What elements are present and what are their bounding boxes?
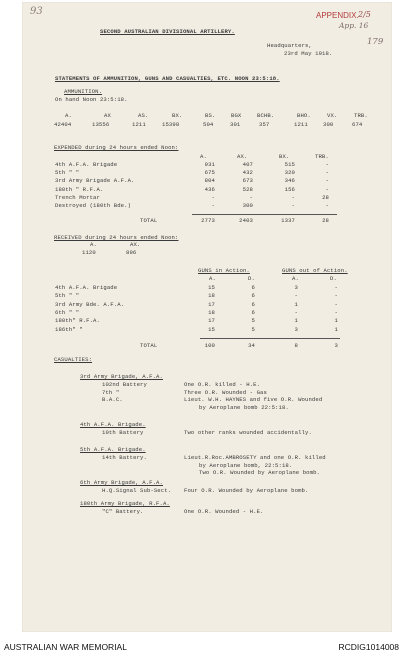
received-col-header: A. xyxy=(90,241,97,248)
guns-cell: 1 xyxy=(294,317,298,325)
expended-col-header: BX. xyxy=(279,153,290,160)
expended-total-value: 2773 xyxy=(201,217,215,224)
ammunition-heading: AMMUNITION. xyxy=(64,88,103,95)
expended-cell: 931 xyxy=(204,161,215,168)
expended-cell: - xyxy=(211,193,215,201)
expended-col-header: A. xyxy=(200,153,207,160)
guns-cell: 18 xyxy=(208,308,215,316)
ammo-value: 13556 xyxy=(92,121,110,128)
expended-cell: 300 xyxy=(242,202,253,209)
expended-cell: - xyxy=(325,169,329,177)
casualties-heading: CASUALTIES: xyxy=(54,356,93,363)
casualty-unit-heading: 6th Army Brigade, A.F.A. xyxy=(80,479,163,486)
guns-cell: 1 xyxy=(334,317,338,325)
expended-row-label: 4th A.F.A. Brigade xyxy=(55,161,118,168)
casualty-detail: Three O.R. Wounded - Gas xyxy=(184,388,267,396)
guns-row-label: 5th " " xyxy=(55,292,80,300)
guns-cell: 3 xyxy=(294,325,298,333)
document-date: 23rd May 1918. xyxy=(284,50,333,57)
ammo-col-header: AX xyxy=(104,112,111,119)
ammo-value: 301 xyxy=(230,121,241,128)
guns-col-header: D. xyxy=(330,275,337,282)
appendix-number: 2/5 xyxy=(358,10,371,19)
guns-cell: 1 xyxy=(334,325,338,333)
ammo-value: 1211 xyxy=(132,121,146,128)
expended-row-label: Trench Mortar xyxy=(55,193,100,201)
casualty-unit-heading: 180th Army Brigade, R.F.A. xyxy=(80,500,170,507)
ammo-col-header: VX. xyxy=(327,112,338,119)
footer-credit: AUSTRALIAN WAR MEMORIAL xyxy=(4,642,127,652)
ammo-value: 504 xyxy=(203,121,214,128)
footer-record-id: RCDIG1014008 xyxy=(338,642,399,652)
guns-cell: 1 xyxy=(294,300,298,308)
casualty-subunit: "C" Battery. xyxy=(102,508,144,515)
guns-cell: 5 xyxy=(251,325,255,333)
guns-cell: 17 xyxy=(208,317,215,325)
guns-cell: 15 xyxy=(208,325,215,333)
expended-cell: - xyxy=(325,177,329,185)
expended-cell: 320 xyxy=(284,169,295,177)
expended-row-label: 5th " " xyxy=(55,169,80,177)
guns-cell: 17 xyxy=(208,300,215,308)
guns-cell: 18 xyxy=(208,292,215,300)
guns-row-label: 180th" R.F.A. xyxy=(55,317,100,325)
casualty-subunit: 7th " xyxy=(102,388,120,396)
expended-cell: 673 xyxy=(242,177,253,185)
expended-cell: - xyxy=(291,193,295,201)
casualty-subunit: 102nd Battery xyxy=(102,381,147,388)
document-title: STATEMENTS OF AMMUNITION, GUNS AND CASUALTIES, ETC. NOON 23:5:18. xyxy=(55,75,280,82)
guns-cell: 3 xyxy=(294,284,298,291)
casualty-detail: Two O.R. Wounded by Aeroplane bomb. xyxy=(199,469,320,477)
guns-col-header: A. xyxy=(209,275,216,282)
casualty-unit-heading: 4th A.F.A. Brigade. xyxy=(80,421,146,428)
guns-out-action-heading: GUNS out of Action. xyxy=(282,267,348,274)
expended-cell: 528 xyxy=(242,185,253,193)
guns-col-header: D. xyxy=(248,275,255,282)
guns-row-label: 3rd Army Bde. A.F.A. xyxy=(55,300,125,308)
casualty-detail: Lieut. W.H. HAYNES and five O.R. Wounded xyxy=(184,396,323,404)
ammo-col-header: BGX xyxy=(231,112,242,119)
corner-page-mark: 93 xyxy=(30,6,43,17)
folio-number: 179 xyxy=(367,37,384,47)
ammo-col-header: AS. xyxy=(138,112,149,119)
ammo-col-header: TRB. xyxy=(354,112,368,119)
ammo-col-header: BX. xyxy=(172,112,183,119)
app-reference: App. 16 xyxy=(339,21,369,30)
expended-cell: - xyxy=(325,202,329,209)
ammo-col-header: BCHB. xyxy=(257,112,275,119)
received-value: 1120 xyxy=(82,249,96,256)
casualty-subunit: H.Q.Signal Sub-Sect. xyxy=(102,487,172,494)
expended-cell: - xyxy=(211,202,215,209)
ammo-value: 15398 xyxy=(162,121,180,128)
guns-in-action-heading: GUNS in Action. xyxy=(198,267,250,274)
casualty-detail: One O.R. Wounded - H.E. xyxy=(184,508,264,515)
expended-cell: 436 xyxy=(204,185,215,193)
ammo-value: 42404 xyxy=(54,121,72,128)
guns-cell: - xyxy=(294,292,298,300)
casualty-detail: Lieut.R.Roc.AMBROSETY and one O.R. killed xyxy=(184,454,326,461)
document-page xyxy=(22,2,392,632)
guns-total-rule xyxy=(200,338,340,339)
ammo-col-header: BS. xyxy=(205,112,216,119)
expended-total-rule xyxy=(192,214,337,215)
guns-row-label: 4th A.F.A. Brigade xyxy=(55,284,118,291)
guns-row-label: 186th" " xyxy=(55,325,83,333)
casualty-detail: by Aeroplane bomb, 22:5:18. xyxy=(199,461,293,469)
guns-total-value: 8 xyxy=(294,342,298,349)
expended-cell: 346 xyxy=(284,177,295,185)
casualty-detail: Four O.R. Wounded by Aeroplane bomb. xyxy=(184,487,309,494)
guns-total-value: 100 xyxy=(204,342,215,349)
received-value: 896 xyxy=(126,249,137,256)
expended-cell: 407 xyxy=(242,161,253,168)
expended-total-value: 2403 xyxy=(239,217,253,224)
guns-cell: 5 xyxy=(251,317,255,325)
appendix-stamp: APPENDIX. xyxy=(316,11,359,20)
ammo-col-header: A. xyxy=(65,112,72,119)
casualty-subunit: 10th Battery xyxy=(102,429,144,436)
received-heading: RECEIVED during 24 hours ended Noon: xyxy=(54,234,179,241)
ammo-value: 1211 xyxy=(294,121,308,128)
guns-cell: 6 xyxy=(251,284,255,291)
casualty-subunit: 14th Battery. xyxy=(102,454,147,461)
guns-col-header: A. xyxy=(292,275,299,282)
expended-row-label: Destroyed (180th Bde.) xyxy=(55,202,132,209)
ammo-value: 357 xyxy=(259,121,270,128)
received-col-header: AX. xyxy=(130,241,141,248)
expended-cell: 28 xyxy=(322,193,329,201)
guns-cell: 6 xyxy=(251,300,255,308)
expended-cell: - xyxy=(325,161,329,168)
expended-col-header: TRB. xyxy=(315,153,329,160)
hq-label: Headquarters, xyxy=(267,42,312,49)
on-hand-subheading: On hand Noon 23:5:18. xyxy=(55,96,128,103)
guns-cell: - xyxy=(334,284,338,291)
casualty-detail: One O.R. killed - H.E. xyxy=(184,381,261,388)
casualty-unit-heading: 3rd Army Brigade, A.F.A. xyxy=(80,373,163,380)
expended-cell: 515 xyxy=(284,161,295,168)
guns-cell: 15 xyxy=(208,284,215,291)
ammo-col-header: BHO. xyxy=(297,112,311,119)
expended-row-label: 180th " R.F.A. xyxy=(55,185,104,193)
casualty-subunit: B.A.C. xyxy=(102,396,123,404)
expended-cell: - xyxy=(249,193,253,201)
expended-cell: 432 xyxy=(242,169,253,177)
guns-total-label: TOTAL xyxy=(140,342,158,349)
casualty-unit-heading: 5th A.F.A. Brigade. xyxy=(80,446,146,453)
expended-cell: - xyxy=(291,202,295,209)
ammo-value: 300 xyxy=(323,121,334,128)
guns-cell: - xyxy=(334,300,338,308)
expended-total-value: 28 xyxy=(322,217,329,224)
expended-total-value: 1337 xyxy=(281,217,295,224)
expended-cell: 156 xyxy=(284,185,295,193)
guns-total-value: 34 xyxy=(248,342,255,349)
expended-total-label: TOTAL xyxy=(140,217,158,224)
guns-row-label: 6th " " xyxy=(55,308,80,316)
expended-col-header: AX. xyxy=(237,153,248,160)
guns-cell: - xyxy=(334,308,338,316)
expended-heading: EXPENDED during 24 hours ended Noon: xyxy=(54,144,179,151)
guns-cell: 6 xyxy=(251,308,255,316)
expended-cell: 804 xyxy=(204,177,215,185)
guns-cell: - xyxy=(334,292,338,300)
casualty-detail: Two other ranks wounded accidentally. xyxy=(184,429,312,436)
ammo-value: 674 xyxy=(352,121,363,128)
guns-cell: 6 xyxy=(251,292,255,300)
unit-heading: SECOND AUSTRALIAN DIVISIONAL ARTILLERY. xyxy=(100,28,235,35)
expended-row-label: 3rd Army Brigade A.F.A. xyxy=(55,177,135,185)
casualty-detail: by Aeroplane bomb 22:5:18. xyxy=(199,403,289,411)
guns-total-value: 3 xyxy=(334,342,338,349)
expended-cell: 675 xyxy=(204,169,215,177)
guns-cell: - xyxy=(294,308,298,316)
expended-cell: - xyxy=(325,185,329,193)
